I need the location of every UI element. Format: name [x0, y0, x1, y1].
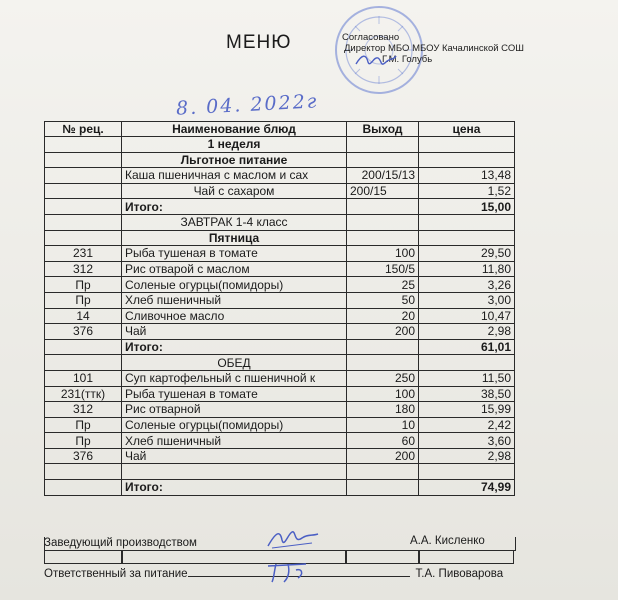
- table-row: [45, 370, 515, 386]
- portion-cell: 60: [347, 433, 419, 449]
- dish-name-cell: Чай: [122, 324, 347, 340]
- empty-cell: [44, 550, 122, 564]
- price-cell: [419, 152, 515, 168]
- price-cell: [419, 214, 515, 230]
- empty-cell: [346, 550, 419, 564]
- table-row: [45, 324, 515, 340]
- dish-name-cell: Рыба тушеная в томате: [122, 246, 347, 262]
- price-cell: 2,98: [419, 324, 515, 340]
- recipe-number-cell: 312: [45, 261, 122, 277]
- price-cell: [419, 137, 515, 153]
- portion-cell: 250: [347, 370, 419, 386]
- portion-cell: 100: [347, 386, 419, 402]
- approval-name: Г.М. Голубь: [382, 54, 433, 65]
- portion-cell: [347, 480, 419, 496]
- price-cell: 11,80: [419, 261, 515, 277]
- portion-cell: [347, 355, 419, 371]
- portion-cell: 25: [347, 277, 419, 293]
- dish-name-cell: Пятница: [122, 230, 347, 246]
- handwritten-date: 8. 04. 2022г: [175, 90, 319, 120]
- table-row: [45, 355, 515, 371]
- dish-name-cell: Чай: [122, 448, 347, 464]
- price-cell: 13,48: [419, 168, 515, 184]
- recipe-number-cell: [45, 168, 122, 184]
- production-label: Заведующий производством: [44, 537, 197, 549]
- dish-name-cell: ОБЕД: [122, 355, 347, 371]
- recipe-number-cell: Пр: [45, 277, 122, 293]
- recipe-number-cell: [45, 199, 122, 215]
- portion-cell: [347, 152, 419, 168]
- table-row: [45, 152, 515, 168]
- table-row: [45, 402, 515, 418]
- dish-name-cell: Итого:: [122, 199, 347, 215]
- portion-cell: [347, 137, 419, 153]
- recipe-number-cell: Пр: [45, 292, 122, 308]
- table-row: [45, 417, 515, 433]
- page-title: МЕНЮ: [226, 32, 292, 53]
- dish-name-cell: Льготное питание: [122, 152, 347, 168]
- portion-cell: 100: [347, 246, 419, 262]
- price-cell: 15,99: [419, 402, 515, 418]
- table-row: [45, 261, 515, 277]
- nutrition-label: Ответственный за питание: [44, 568, 188, 580]
- price-cell: [419, 355, 515, 371]
- portion-cell: 200/15: [347, 183, 419, 199]
- price-cell: 38,50: [419, 386, 515, 402]
- table-row: [45, 199, 515, 215]
- dish-name-cell: 1 неделя: [122, 137, 347, 153]
- price-cell: 29,50: [419, 246, 515, 262]
- column-header: цена: [419, 122, 515, 137]
- price-cell: 10,47: [419, 308, 515, 324]
- recipe-number-cell: [45, 214, 122, 230]
- portion-cell: [347, 199, 419, 215]
- portion-cell: 200: [347, 324, 419, 340]
- recipe-number-cell: 14: [45, 308, 122, 324]
- price-cell: 3,00: [419, 292, 515, 308]
- table-row: [45, 137, 515, 153]
- portion-cell: 50: [347, 292, 419, 308]
- column-header: Наименование блюд: [122, 122, 347, 137]
- production-signature-icon: [262, 526, 322, 552]
- table-row: [45, 277, 515, 293]
- nutrition-signature-icon: [262, 558, 312, 584]
- recipe-number-cell: [45, 464, 122, 480]
- recipe-number-cell: [45, 137, 122, 153]
- price-cell: 2,42: [419, 417, 515, 433]
- table-row: [45, 386, 515, 402]
- approval-director: Директор МБО МБОУ Качалинской СОШ: [344, 43, 524, 54]
- table-row: [45, 448, 515, 464]
- recipe-number-cell: 376: [45, 324, 122, 340]
- recipe-number-cell: Пр: [45, 433, 122, 449]
- portion-cell: 20: [347, 308, 419, 324]
- dish-name-cell: Рис отварной: [122, 402, 347, 418]
- dish-name-cell: Итого:: [122, 480, 347, 496]
- dish-name-cell: Хлеб пшеничный: [122, 292, 347, 308]
- recipe-number-cell: 231(ттк): [45, 386, 122, 402]
- recipe-number-cell: Пр: [45, 417, 122, 433]
- price-cell: [419, 464, 515, 480]
- director-signature-icon: [352, 50, 400, 72]
- dish-name-cell: Чай с сахаром: [122, 183, 347, 199]
- recipe-number-cell: [45, 480, 122, 496]
- recipe-number-cell: 312: [45, 402, 122, 418]
- recipe-number-cell: [45, 183, 122, 199]
- recipe-number-cell: 101: [45, 370, 122, 386]
- menu-table: [44, 121, 515, 496]
- recipe-number-cell: [45, 230, 122, 246]
- approval-heading: Согласовано: [342, 32, 400, 43]
- portion-cell: 180: [347, 402, 419, 418]
- dish-name-cell: [122, 464, 347, 480]
- price-cell: 15,00: [419, 199, 515, 215]
- table-row: [45, 480, 515, 496]
- dish-name-cell: Суп картофельный с пшеничной к: [122, 370, 347, 386]
- dish-name-cell: Рыба тушеная в томате: [122, 386, 347, 402]
- table-row: [45, 464, 515, 480]
- price-cell: 74,99: [419, 480, 515, 496]
- portion-cell: [347, 339, 419, 355]
- table-row: [45, 292, 515, 308]
- portion-cell: 200/15/13: [347, 168, 419, 184]
- nutrition-name: Т.А. Пивоварова: [415, 568, 504, 580]
- dish-name-cell: Сливочное масло: [122, 308, 347, 324]
- table-row: [45, 433, 515, 449]
- recipe-number-cell: 231: [45, 246, 122, 262]
- price-cell: 3,26: [419, 277, 515, 293]
- production-name: А.А. Кисленко: [410, 535, 485, 547]
- portion-cell: [347, 230, 419, 246]
- dish-name-cell: Итого:: [122, 339, 347, 355]
- recipe-number-cell: [45, 339, 122, 355]
- portion-cell: 10: [347, 417, 419, 433]
- table-row: [45, 308, 515, 324]
- price-cell: 3,60: [419, 433, 515, 449]
- dish-name-cell: Рис отварой с маслом: [122, 261, 347, 277]
- table-row: [45, 183, 515, 199]
- table-row: [45, 168, 515, 184]
- portion-cell: [347, 214, 419, 230]
- portion-cell: [347, 464, 419, 480]
- column-header: № рец.: [45, 122, 122, 137]
- column-header: Выход: [347, 122, 419, 137]
- price-cell: 2,98: [419, 448, 515, 464]
- table-row: [45, 246, 515, 262]
- dish-name-cell: Соленые огурцы(помидоры): [122, 277, 347, 293]
- table-row: [45, 230, 515, 246]
- table-row: [45, 339, 515, 355]
- dish-name-cell: Соленые огурцы(помидоры): [122, 417, 347, 433]
- portion-cell: 150/5: [347, 261, 419, 277]
- portion-cell: 200: [347, 448, 419, 464]
- price-cell: [419, 230, 515, 246]
- recipe-number-cell: [45, 355, 122, 371]
- price-cell: 61,01: [419, 339, 515, 355]
- table-row: [45, 214, 515, 230]
- recipe-number-cell: 376: [45, 448, 122, 464]
- dish-name-cell: Каша пшеничная с маслом и сах: [122, 168, 347, 184]
- empty-cell: [122, 550, 346, 564]
- table-header-row: [45, 122, 515, 137]
- menu-table-body: [45, 137, 515, 496]
- recipe-number-cell: [45, 152, 122, 168]
- dish-name-cell: ЗАВТРАК 1-4 класс: [122, 214, 347, 230]
- price-cell: 1,52: [419, 183, 515, 199]
- price-cell: 11,50: [419, 370, 515, 386]
- dish-name-cell: Хлеб пшеничный: [122, 433, 347, 449]
- empty-cell: [419, 550, 514, 564]
